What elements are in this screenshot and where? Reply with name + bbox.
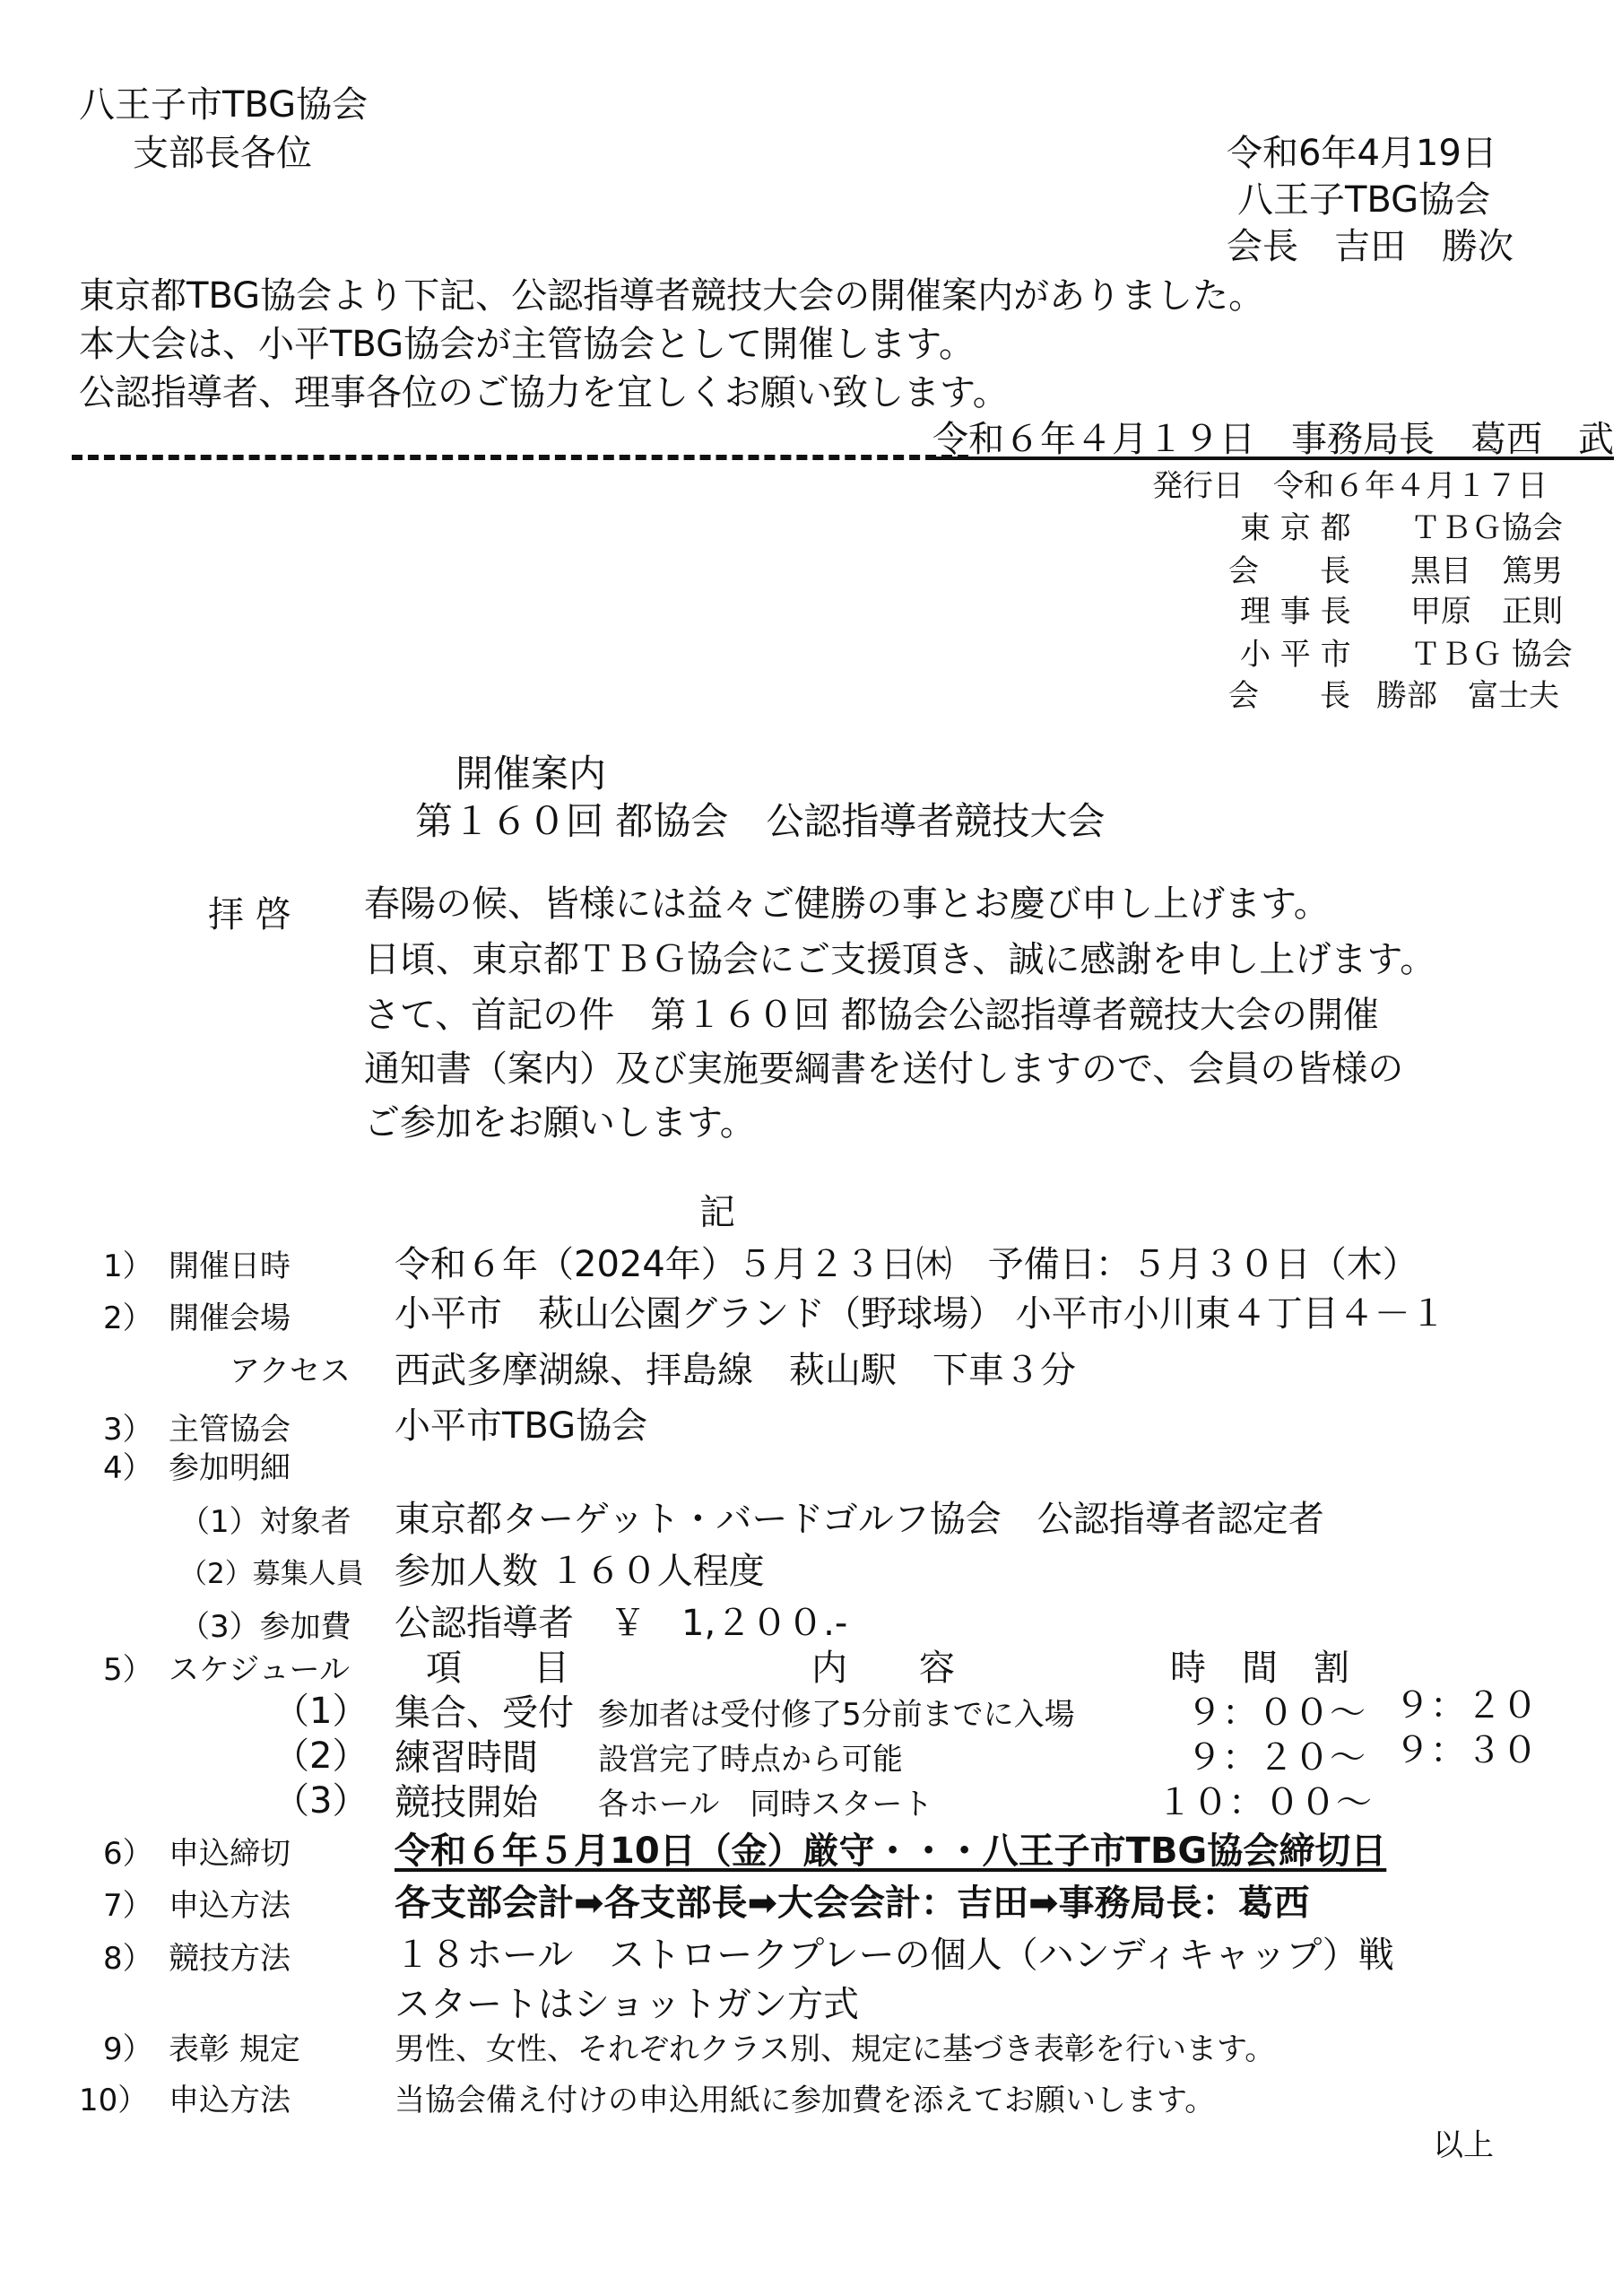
item-4-1-value: 東京都ターゲット・バードゴルフ協会 公認指導者認定者 — [395, 1499, 1324, 1540]
item-7-num: 7） — [103, 1888, 153, 1924]
item-1-label: 開催日時 — [169, 1248, 291, 1284]
item-6-num: 6） — [103, 1836, 153, 1872]
item-1-num: 1） — [103, 1248, 153, 1284]
schedule-row-1-item: 集合、受付 — [395, 1692, 574, 1734]
memo-line-3: 公認指導者、理事各位のご協力を宜しくお願い致します。 — [79, 372, 1009, 413]
issuer-org1-b: ＴＢＧ協会 — [1410, 510, 1563, 546]
schedule-row-3-no: （3） — [273, 1780, 369, 1822]
issuer-org2-a: 小 平 市 — [1240, 637, 1351, 673]
item-2-value: 小平市 萩山公園グランド（野球場） 小平市小川東４丁目４－１ — [395, 1293, 1446, 1335]
item-4-2-value: 参加人数 １６０人程度 — [395, 1551, 765, 1592]
item-7-label: 申込方法 — [169, 1888, 291, 1924]
memo-date: 令和6年4月19日 — [1227, 133, 1497, 174]
memo-line-1: 東京都TBG協会より下記、公認指導者競技大会の開催案内がありました。 — [79, 275, 1265, 317]
item-3-label: 主管協会 — [169, 1412, 291, 1448]
item-6-label: 申込締切 — [169, 1836, 291, 1872]
issuer-name3: 勝部 富士夫 — [1376, 678, 1559, 714]
greeting-line-5: ご参加をお願いします。 — [364, 1102, 756, 1144]
item-7-value: 各支部会計➡各支部長➡大会会計：吉田➡事務局長：葛西 — [395, 1883, 1310, 1924]
issuer-title3: 会 長 — [1228, 678, 1350, 714]
schedule-row-3-start: １０：００～ — [1157, 1782, 1372, 1823]
schedule-row-1-detail: 参加者は受付修了5分前までに入場 — [598, 1697, 1075, 1733]
schedule-row-2-item: 練習時間 — [395, 1737, 538, 1779]
schedule-row-1-start: ９：００～ — [1186, 1692, 1366, 1734]
item-4-num: 4） — [103, 1450, 153, 1486]
schedule-row-2-detail: 設営完了時点から可能 — [598, 1742, 903, 1778]
issuer-title1: 会 長 — [1228, 553, 1350, 589]
issuer-org1-a: 東 京 都 — [1240, 510, 1351, 546]
schedule-col-item: 項 目 — [426, 1648, 569, 1689]
item-1-value: 令和６年（2024年）５月２３日㈭ 予備日：５月３０日（木） — [395, 1244, 1418, 1285]
issue-date-label: 発行日 — [1152, 468, 1244, 504]
greeting-label: 拝 啓 — [208, 894, 291, 935]
item-8-num: 8） — [103, 1941, 153, 1977]
schedule-row-1-no: （1） — [273, 1691, 369, 1732]
item-9-value: 男性、女性、それぞれクラス別、規定に基づき表彰を行います。 — [395, 2031, 1276, 2067]
item-4-2-label: （2）募集人員 — [179, 1558, 364, 1590]
item-3-value: 小平市TBG協会 — [395, 1405, 648, 1447]
notice-title: 開催案内 — [455, 752, 607, 796]
schedule-row-2-start: ９：２０～ — [1186, 1737, 1366, 1779]
greeting-line-3: さて、首記の件 第１６０回 都協会公認指導者競技大会の開催 — [364, 995, 1379, 1036]
closing-mark: 以上 — [1433, 2127, 1494, 2163]
notice-subtitle: 第１６０回 都協会 公認指導者競技大会 — [415, 799, 1106, 843]
issuer-org2-b: ＴＢＧ 協会 — [1410, 637, 1573, 673]
access-label: アクセス — [230, 1353, 351, 1389]
memo-sender-org: 八王子TBG協会 — [1237, 179, 1491, 221]
greeting-line-1: 春陽の候、皆様には益々ご健勝の事とお慶び申し上げます。 — [364, 883, 1330, 925]
item-4-1-label: （1）対象者 — [179, 1504, 351, 1540]
greeting-line-4: 通知書（案内）及び実施要綱書を送付しますので、会員の皆様の — [364, 1048, 1404, 1090]
schedule-row-2-end: ９：３０ — [1394, 1730, 1538, 1771]
item-8-value-2: スタートはショットガン方式 — [395, 1984, 859, 2025]
item-9-label: 表彰 規定 — [169, 2031, 300, 2067]
schedule-col-time: 時 間 割 — [1170, 1648, 1349, 1689]
item-9-num: 9） — [103, 2031, 153, 2067]
item-4-3-value: 公認指導者 ￥ 1,２００.- — [395, 1603, 848, 1644]
cut-line — [72, 455, 968, 460]
schedule-row-3-detail: 各ホール 同時スタート — [598, 1787, 933, 1822]
schedule-row-2-no: （2） — [273, 1735, 369, 1777]
ki-heading: 記 — [699, 1192, 735, 1233]
item-3-num: 3） — [103, 1412, 153, 1448]
item-6-value: 令和６年５月10日（金）厳守・・・八王子市TBG協会締切日 — [395, 1831, 1387, 1872]
item-10-num: 10） — [79, 2083, 149, 2118]
item-4-3-label: （3）参加費 — [179, 1609, 351, 1645]
issuer-title2: 理 事 長 — [1240, 594, 1351, 630]
issue-date: 令和６年４月１７日 — [1273, 468, 1548, 504]
memo-signature: 令和６年４月１９日 事務局長 葛西 武 — [932, 419, 1614, 460]
item-10-label: 申込方法 — [169, 2083, 291, 2118]
schedule-col-detail: 内 容 — [811, 1648, 955, 1689]
item-2-num: 2） — [103, 1300, 153, 1336]
item-10-value: 当協会備え付けの申込用紙に参加費を添えてお願いします。 — [395, 2083, 1216, 2118]
item-5-num: 5） — [103, 1652, 153, 1688]
memo-recipient-org: 八王子市TBG協会 — [79, 84, 369, 126]
access-value: 西武多摩湖線、拝島線 萩山駅 下車３分 — [395, 1350, 1076, 1391]
item-8-value-1: １８ホール ストロークプレーの個人（ハンディキャップ）戦 — [395, 1935, 1394, 1976]
item-2-label: 開催会場 — [169, 1300, 291, 1336]
schedule-row-1-end: ９：２０ — [1394, 1685, 1538, 1726]
greeting-line-2: 日頃、東京都ＴＢＧ協会にご支援頂き、誠に感謝を申し上げます。 — [364, 939, 1436, 980]
item-5-label: スケジュール — [169, 1652, 350, 1688]
schedule-row-3-item: 競技開始 — [395, 1782, 538, 1823]
issuer-name2: 甲原 正則 — [1410, 594, 1563, 630]
memo-recipient-people: 支部長各位 — [133, 133, 312, 174]
memo-line-2: 本大会は、小平TBG協会が主管協会として開催します。 — [79, 324, 975, 365]
issuer-name1: 黒目 篤男 — [1410, 553, 1563, 589]
item-8-label: 競技方法 — [169, 1941, 291, 1977]
item-4-label: 参加明細 — [169, 1450, 291, 1486]
memo-sender-person: 会長 吉田 勝次 — [1227, 226, 1514, 267]
